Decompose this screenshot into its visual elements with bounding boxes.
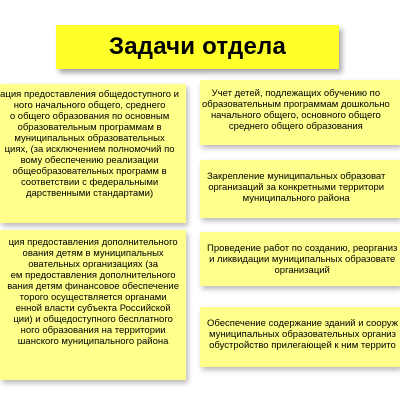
task-text xyxy=(207,171,385,204)
task-line: образовательным программам в xyxy=(17,122,162,133)
task-text xyxy=(7,237,179,347)
task-line: Закрепление муниципальных образоват xyxy=(207,171,386,182)
task-line: вания детям финансовое обеспечение xyxy=(7,281,179,292)
task-box-territory-assignment xyxy=(200,160,400,218)
task-box-additional-education xyxy=(0,230,186,380)
task-text xyxy=(0,89,179,199)
task-box-children-registry xyxy=(200,80,400,145)
task-line: ного начального общего, среднего xyxy=(13,100,166,111)
title-box xyxy=(56,25,339,69)
task-line: ции) и общедоступного бесплатного xyxy=(13,314,173,325)
task-box-reorganization xyxy=(200,232,400,286)
task-line: Проведение работ по созданию, реорганиз xyxy=(207,243,398,254)
task-text xyxy=(202,88,390,132)
task-line: обустройство прилегающей к ним террито xyxy=(209,340,396,351)
task-line: организаций за конкретными территори xyxy=(208,182,385,193)
task-text xyxy=(207,318,398,351)
task-line: соответствии с федеральными xyxy=(20,177,159,188)
task-line: муниципальных образовательных xyxy=(14,133,165,144)
task-line: ация предоставления общедоступного и xyxy=(0,89,179,100)
task-line: среднего общего образования xyxy=(228,121,363,132)
task-line: вому обеспечению реализации xyxy=(20,155,159,166)
task-box-general-education xyxy=(0,84,186,223)
task-line: Учет детей, подлежащих обучению по xyxy=(211,88,381,99)
task-line: енной власти субъекта Российской xyxy=(15,303,171,314)
task-line: организаций xyxy=(274,265,330,276)
page-title: Задачи отдела xyxy=(109,33,286,60)
task-line: Обеспечение содержание зданий и сооруж xyxy=(207,318,398,329)
task-line: ем предоставления дополнительного xyxy=(10,270,176,281)
task-line: ного образования на территории xyxy=(20,325,166,336)
task-text xyxy=(207,243,397,276)
task-line: муниципального района xyxy=(242,193,350,204)
task-line: муниципальных образовательных организ xyxy=(208,329,396,340)
task-line: дарственными стандартами) xyxy=(25,188,154,199)
task-line: ция предоставления дополнительного xyxy=(8,237,178,248)
task-line: общеобразовательных программ в xyxy=(12,166,167,177)
task-line: торого осуществляется органами xyxy=(19,292,167,303)
task-line: ования детям в муниципальных xyxy=(22,248,164,259)
task-line: шанского муниципального района xyxy=(17,336,169,347)
task-line: о общего образования по основным xyxy=(9,111,170,122)
task-box-building-maintenance xyxy=(200,307,400,367)
task-line: образовательным программам дошкольно xyxy=(202,99,390,110)
task-line: и ликвидации муниципальных образовате xyxy=(209,254,396,265)
task-line: овательных организациях (за xyxy=(28,259,159,270)
task-line: начального общего, основного общего xyxy=(210,110,381,121)
task-line: циях, (за исключением полномочий по xyxy=(4,144,175,155)
